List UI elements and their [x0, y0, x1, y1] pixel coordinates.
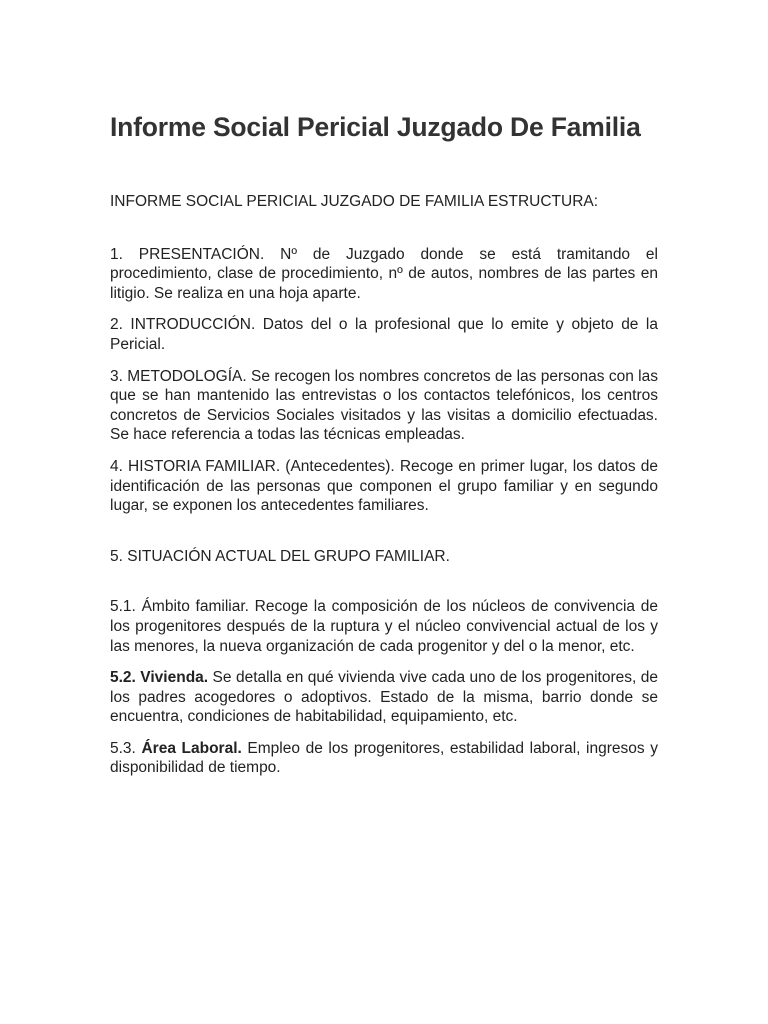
- section-historia-familiar: 4. HISTORIA FAMILIAR. (Antecedentes). Recoge en primer lugar, los datos de identificación de las personas que componen el grupo familiar y en segundo lugar, se exponen los antecedentes familiares.: [110, 457, 658, 515]
- section-area-laboral-lead: Área Laboral.: [141, 739, 242, 757]
- section-ambito-familiar: 5.1. Ámbito familiar. Recoge la composición de los núcleos de convivencia de los progenitores después de la ruptura y el núcleo convivencial actual de los y las menores, la nueva organización de cada progenitor y del o la menor, etc.: [110, 598, 658, 655]
- section-area-laboral-number: 5.3.: [110, 739, 142, 757]
- structure-heading: INFORME SOCIAL PERICIAL JUZGADO DE FAMILIA ESTRUCTURA:: [110, 193, 599, 210]
- document-title: Informe Social Pericial Juzgado De Familia: [110, 112, 641, 142]
- section-vivienda: [110, 668, 658, 727]
- section-introduccion: 2. INTRODUCCIÓN. Datos del o la profesional que lo emite y objeto de la Pericial.: [110, 316, 658, 353]
- section-presentacion: 1. PRESENTACIÓN. Nº de Juzgado donde se está tramitando el procedimiento, clase de procedimiento, nº de autos, nombres de las partes en litigio. Se realiza en una hoja aparte.: [110, 245, 658, 302]
- section-vivienda-lead: 5.2. Vivienda.: [110, 669, 209, 687]
- section-metodologia: 3. METODOLOGÍA. Se recogen los nombres concretos de las personas con las que se han mantenido las entrevistas o los contactos telefónicos, los centros concretos de Servicios Sociales visitados y las visitas a domicilio efectuadas. Se hace referencia a todas las técnicas empleadas.: [110, 367, 658, 444]
- document-body: [110, 192, 658, 778]
- section-vivienda-text: Se detalla en qué vivienda vive cada uno de los progenitores, de los padres acogedores o adoptivos. Estado de la misma, barrio donde se encuentra, condiciones de habitabilidad, equipamiento, etc.: [110, 669, 658, 726]
- section-situacion-actual: 5. SITUACIÓN ACTUAL DEL GRUPO FAMILIAR.: [110, 547, 450, 565]
- section-area-laboral-text: Empleo de los progenitores, estabilidad laboral, ingresos y disponibilidad de tiempo.: [110, 739, 658, 777]
- section-area-laboral: [110, 739, 658, 778]
